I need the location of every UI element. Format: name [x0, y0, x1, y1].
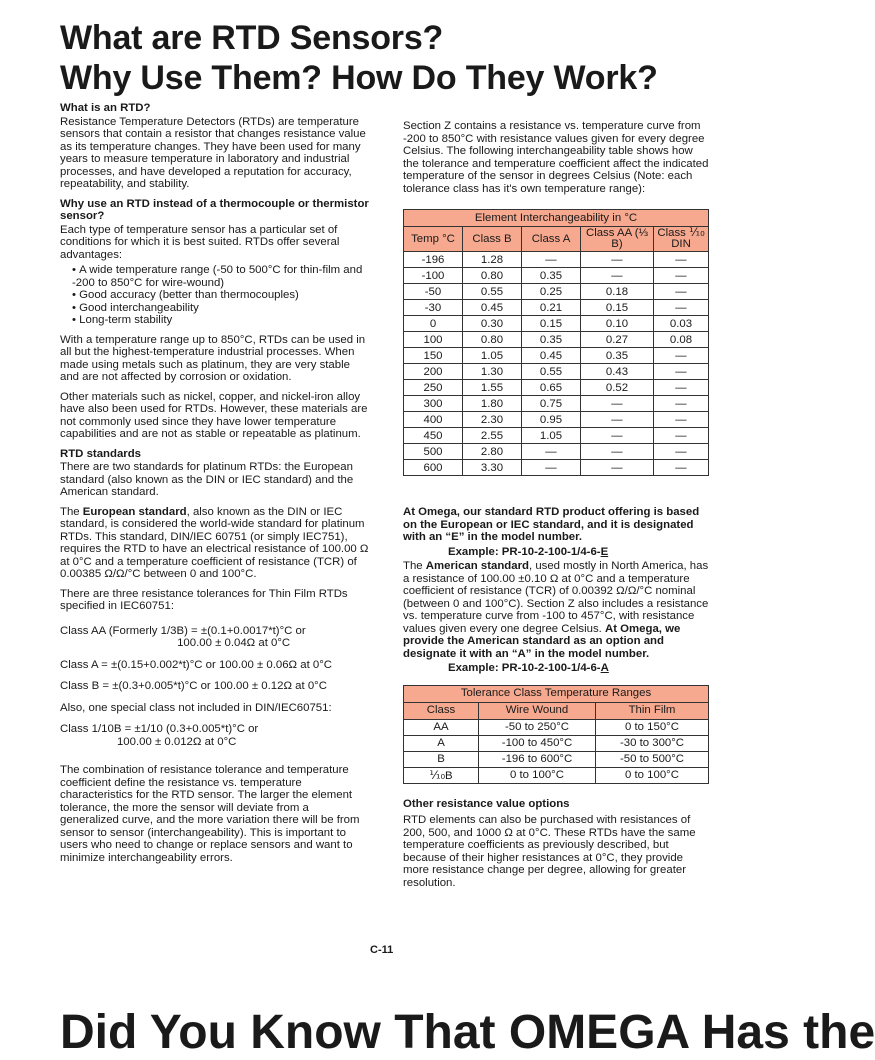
table-cell: 0.45 [463, 300, 522, 316]
table-cell: 0.43 [581, 364, 654, 380]
table-cell: 300 [404, 396, 463, 412]
heading-why-use-rtd: Why use an RTD instead of a thermocouple or thermistor sensor? [60, 197, 369, 222]
table-cell: 500 [404, 444, 463, 460]
table-cell: — [581, 444, 654, 460]
advantage-item: • Long-term stability [72, 314, 370, 327]
table-row [404, 380, 709, 396]
table-cell: B [404, 751, 479, 767]
table-cell: 0.35 [522, 332, 581, 348]
table-cell: — [522, 460, 581, 476]
table-cell: 0.65 [522, 380, 581, 396]
table-cell: 400 [404, 412, 463, 428]
table-cell: 1.80 [463, 396, 522, 412]
page-number: C-11 [370, 944, 394, 956]
table-row [404, 444, 709, 460]
table-cell: — [654, 268, 709, 284]
paragraph-other-materials: Other materials such as nickel, copper, and nickel-iron alloy have also been used for RTDs. However, these materials are not commonly used since they have lower temperature capabilities and are not as stable or repeatable as platinum. [60, 390, 368, 440]
table-row [404, 396, 709, 412]
table-cell: — [654, 348, 709, 364]
table-row [404, 719, 709, 735]
heading-other-resistance: Other resistance value options [403, 797, 570, 810]
table-row [404, 735, 709, 751]
table-cell: -50 [404, 284, 463, 300]
table-cell: 0.25 [522, 284, 581, 300]
advantage-item: • Good accuracy (better than thermocouples) [72, 289, 370, 302]
table-row [404, 316, 709, 332]
table-row [404, 460, 709, 476]
column-header: Temp °C [404, 227, 463, 252]
table-cell: ⅒B [404, 767, 479, 783]
column-header: Class [404, 702, 479, 719]
table-cell: -30 [404, 300, 463, 316]
table-cell: 0.15 [522, 316, 581, 332]
paragraph-combination: The combination of resistance tolerance and temperature coefficient define the resistance vs. temperature characteristics for the RTD sensor. The larger the element tolerance, the more the sensor will deviate from a generalized curve, and the more variation there will be from sensor to sensor (interchangeability). This is important to users who need to change or replace sensors and want to minimize interchangeability errors. [60, 764, 360, 864]
paragraph-section-z: Section Z contains a resistance vs. temperature curve from -200 to 850°C with resistance values given for every degree Celsius. The following interchangeability table shows how the tolerance and temperature coefficient affect the indicated temperature of the sensor in degrees Celsius (Note: each tolerance class has it's own temperature range): [403, 120, 709, 195]
example-code: A [600, 662, 609, 674]
paragraph-other-resistance: RTD elements can also be purchased with resistances of 200, 500, and 1000 Ω at 0°C. These RTDs have the same temperature coefficients as previously described, but because of their higher resistances at 0°C, they provide more resistance change per degree, allowing for greater resolution. [403, 814, 696, 889]
example-european-model [403, 546, 709, 559]
table-cell: 3.30 [463, 460, 522, 476]
title-line-1: What are RTD Sensors? [60, 19, 444, 57]
paragraph-american-standard [403, 560, 709, 660]
tolerance-class-table [403, 685, 709, 784]
european-standard-term: European standard [82, 505, 187, 518]
european-standard-text: , also known as the DIN or IEC standard, is considered the world-wide standard for platinum RTDs. This standard, DIN/IEC 60751 (or simply IEC751), requires the RTD to have an electrical resistance of 100.00 Ω at 0°C and a temperature coefficient of resistance (TCR) of 0.00385 Ω/Ω/°C between 0 and 100°C. [60, 505, 369, 580]
table-row [404, 348, 709, 364]
table-cell: — [522, 444, 581, 460]
interchangeability-table [403, 209, 709, 476]
table-cell: 1.28 [463, 252, 522, 268]
table-row [404, 332, 709, 348]
table-cell: 0 to 100°C [479, 767, 596, 783]
table-cell: — [581, 428, 654, 444]
table-row [404, 252, 709, 268]
advantages-list [60, 264, 370, 327]
column-header: Wire Wound [479, 702, 596, 719]
table-row [404, 412, 709, 428]
table-cell: — [654, 380, 709, 396]
column-header: Class AA (⅓ B) [581, 227, 654, 252]
column-header: Thin Film [596, 702, 709, 719]
table-cell: 0.45 [522, 348, 581, 364]
table-cell: — [581, 412, 654, 428]
table-cell: 0 [404, 316, 463, 332]
table-cell: 0.95 [522, 412, 581, 428]
american-standard-term: American standard [425, 560, 529, 572]
table-cell: 600 [404, 460, 463, 476]
table-cell: 1.55 [463, 380, 522, 396]
table-row [404, 428, 709, 444]
table-caption: Element Interchangeability in °C [404, 210, 709, 227]
example-code: E [600, 545, 609, 558]
table-cell: 1.05 [463, 348, 522, 364]
european-standard-intro: The [60, 505, 83, 518]
table-cell: 450 [404, 428, 463, 444]
table-cell: -50 to 500°C [596, 751, 709, 767]
table-cell: 1.05 [522, 428, 581, 444]
table-cell: 0.55 [522, 364, 581, 380]
american-standard-intro: The [403, 560, 426, 572]
paragraph-what-is-rtd: Resistance Temperature Detectors (RTDs) are temperature sensors that contain a resistor that changes resistance value as its temperature changes. They have been used for many years to measure temperature in laboratory and industrial processes, and have developed a reputation for accuracy, repeatability, and stability. [60, 115, 366, 190]
table-caption: Tolerance Class Temperature Ranges [404, 685, 709, 702]
table-cell: 0.35 [581, 348, 654, 364]
table-cell: 0.18 [581, 284, 654, 300]
table-cell: 2.80 [463, 444, 522, 460]
table-cell: 100 [404, 332, 463, 348]
column-header: Class A [522, 227, 581, 252]
class-b-formula: Class B = ±(0.3+0.005*t)°C or 100.00 ± 0.12Ω at 0°C [60, 680, 327, 692]
american-standard-omega-note: At Omega, we provide the American standard as an option and designate it with an “A” in the model number. [403, 622, 681, 660]
page-title [60, 18, 658, 98]
paragraph-three-tolerances: There are three resistance tolerances for Thin Film RTDs specified in IEC60751: [60, 587, 348, 612]
advantage-item: • A wide temperature range (-50 to 500°C for thin-film and -200 to 850°C for wire-wound) [72, 264, 370, 289]
advantage-item: • Good interchangeability [72, 302, 370, 315]
table-cell: — [581, 252, 654, 268]
table-cell: — [654, 252, 709, 268]
table-cell: 0.75 [522, 396, 581, 412]
table-cell: 0 to 150°C [596, 719, 709, 735]
table-cell: 0.03 [654, 316, 709, 332]
table-cell: 250 [404, 380, 463, 396]
table-cell: -50 to 250°C [479, 719, 596, 735]
table-cell: — [654, 412, 709, 428]
right-column [403, 120, 709, 896]
table-cell: -30 to 300°C [596, 735, 709, 751]
left-column [60, 102, 370, 871]
example-american-model [403, 662, 709, 675]
paragraph-why-use-rtd: Each type of temperature sensor has a particular set of conditions for which it is best suited. RTDs offer several advantages: [60, 223, 340, 261]
table-cell: 1.30 [463, 364, 522, 380]
heading-rtd-standards: RTD standards [60, 447, 142, 460]
table-cell: 0 to 100°C [596, 767, 709, 783]
table-cell: AA [404, 719, 479, 735]
table-row [404, 751, 709, 767]
table-cell: — [522, 252, 581, 268]
table-cell: -196 to 600°C [479, 751, 596, 767]
table-cell: 200 [404, 364, 463, 380]
title-line-2: Why Use Them? How Do They Work? [60, 59, 658, 97]
table-cell: — [654, 300, 709, 316]
example-text: Example: PR-10-2-100-1/4-6- [448, 662, 601, 674]
paragraph-european-standard [60, 506, 370, 581]
table-cell: -100 [404, 268, 463, 284]
table-cell: 0.52 [581, 380, 654, 396]
column-header: Class ⅒ DIN [654, 227, 709, 252]
paragraph-special-class: Also, one special class not included in DIN/IEC60751: [60, 701, 332, 714]
table-cell: — [654, 460, 709, 476]
class-aa-formula: Class AA (Formerly 1/3B) = ±(0.1+0.0017*t)°C or 100.00 ± 0.04Ω at 0°C [60, 624, 306, 649]
table-cell: 0.55 [463, 284, 522, 300]
table-cell: — [654, 364, 709, 380]
table-row [404, 364, 709, 380]
column-header: Class B [463, 227, 522, 252]
example-text: Example: PR-10-2-100-1/4-6- [448, 545, 601, 558]
table-row [404, 268, 709, 284]
table-cell: — [654, 284, 709, 300]
table-cell: 0.10 [581, 316, 654, 332]
table-cell: 0.15 [581, 300, 654, 316]
table-cell: 0.08 [654, 332, 709, 348]
table-cell: -196 [404, 252, 463, 268]
table-cell: 0.80 [463, 332, 522, 348]
table-cell: A [404, 735, 479, 751]
table-cell: 2.30 [463, 412, 522, 428]
table-header-row [404, 702, 709, 719]
table-row [404, 300, 709, 316]
paragraph-omega-standard: At Omega, our standard RTD product offering is based on the European or IEC standard, and it is designated with an “E” in the model number. [403, 506, 700, 543]
table-header-row [404, 227, 709, 252]
table-cell: — [581, 460, 654, 476]
table-cell: -100 to 450°C [479, 735, 596, 751]
heading-what-is-rtd: What is an RTD? [60, 102, 151, 114]
table-cell: 0.35 [522, 268, 581, 284]
table-cell: — [654, 396, 709, 412]
table-cell: — [654, 428, 709, 444]
table-cell: 0.30 [463, 316, 522, 332]
table-cell: 0.21 [522, 300, 581, 316]
table-cell: 2.55 [463, 428, 522, 444]
paragraph-rtd-standards: There are two standards for platinum RTDs: the European standard (also known as the DIN or IEC standard) and the American standard. [60, 461, 354, 498]
table-cell: — [581, 396, 654, 412]
table-cell: 0.80 [463, 268, 522, 284]
paragraph-temperature-range: With a temperature range up to 850°C, RTDs can be used in all but the highest-temperature industrial processes. When made using metals such as platinum, they are very stable and are not affected by corrosion or oxidation. [60, 333, 366, 383]
american-standard-text: , used mostly in North America, has a resistance of 100.00 ±0.10 Ω at 0°C and a temperature coefficient of resistance (TCR) of 0.00392 Ω/Ω/°C nominal (between 0 and 100°C). Section Z also includes a resistance vs. temperature curve from -100 to 457°C, with resistance values given every one degree Celsius. [403, 560, 709, 635]
table-row [404, 767, 709, 783]
class-tenth-b-formula: Class 1/10B = ±1/10 (0.3+0.005*t)°C or 100.00 ± 0.012Ω at 0°C [60, 723, 259, 748]
table-cell: — [581, 268, 654, 284]
class-a-formula: Class A = ±(0.15+0.002*t)°C or 100.00 ± 0.06Ω at 0°C [60, 658, 333, 671]
table-row [404, 284, 709, 300]
next-section-title: Did You Know That OMEGA Has the [60, 1006, 875, 1059]
table-cell: — [654, 444, 709, 460]
table-cell: 0.27 [581, 332, 654, 348]
table-cell: 150 [404, 348, 463, 364]
